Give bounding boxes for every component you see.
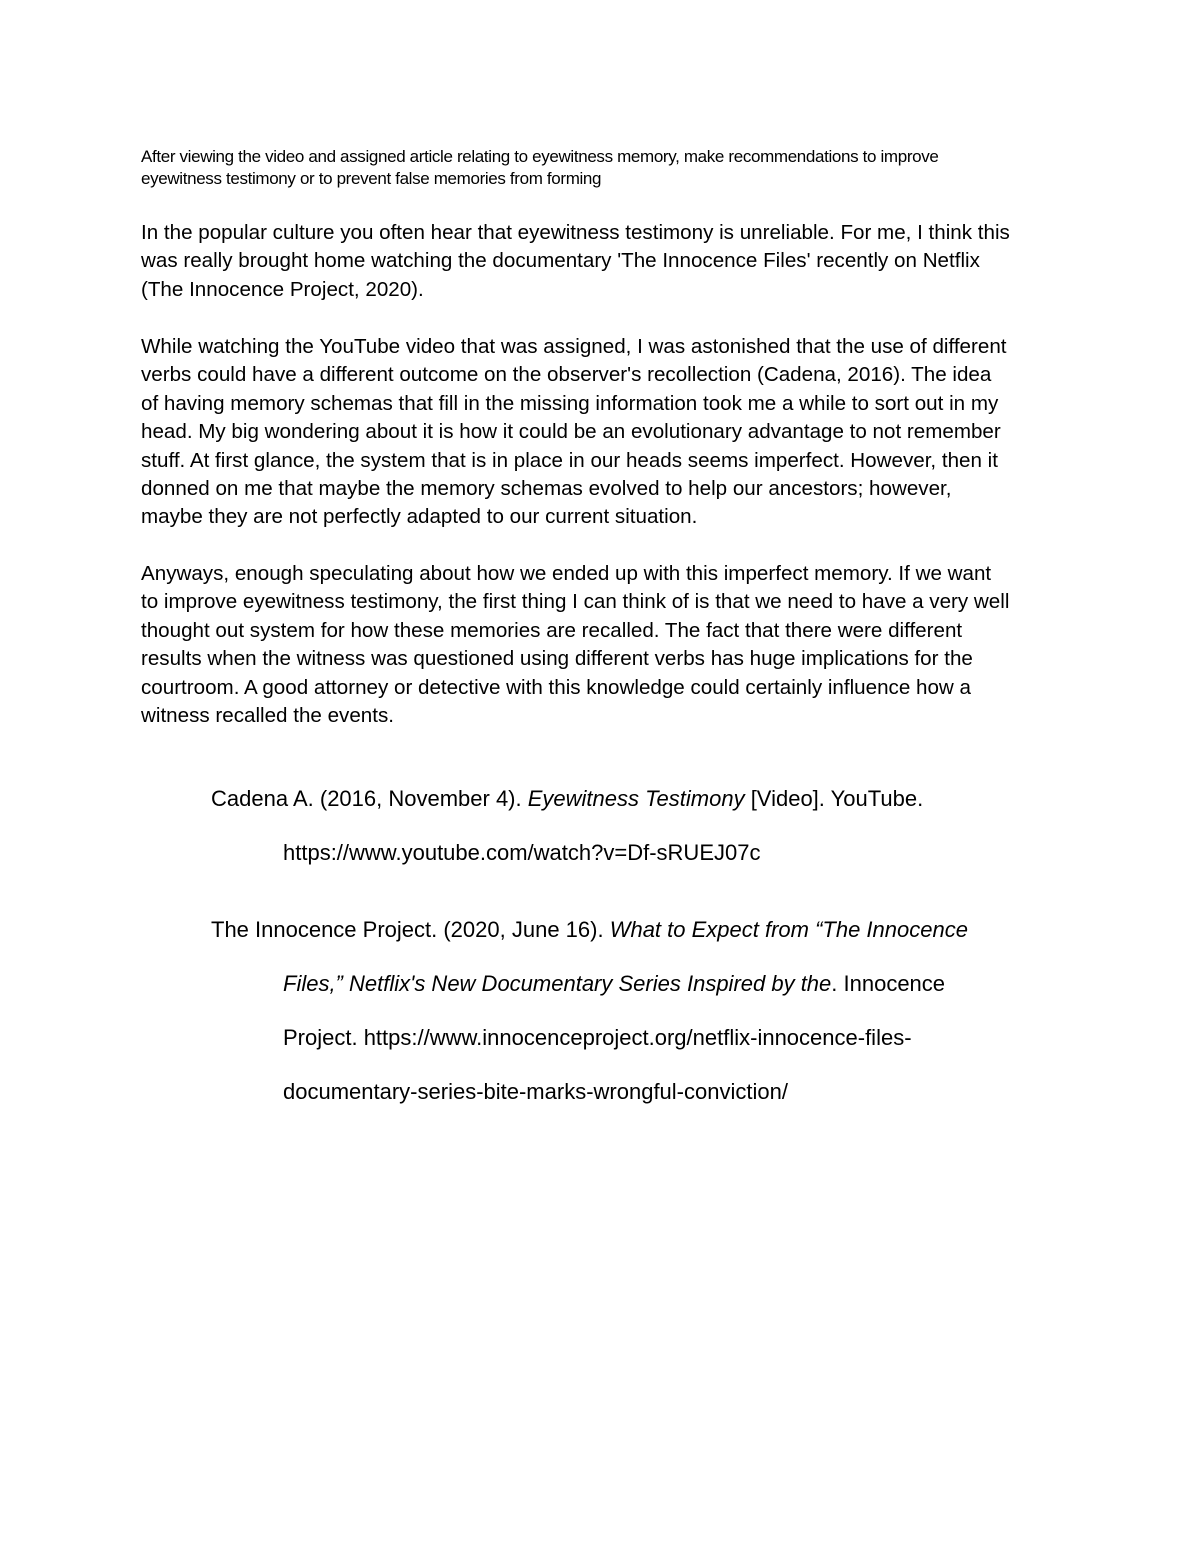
paragraph-video bbox=[141, 333, 1081, 532]
assignment-prompt bbox=[141, 146, 1071, 190]
paragraph-line: of having memory schemas that fill in the missing information took me a while to sort out in my bbox=[141, 391, 999, 415]
reference-title: Eyewitness Testimony bbox=[527, 786, 745, 811]
reference-line: documentary-series-bite-marks-wrongful-conviction/ bbox=[283, 1079, 788, 1104]
reference-first-line bbox=[211, 903, 1111, 957]
paragraph-line: to improve eyewitness testimony, the first thing I can think of is that we need to have a very well bbox=[141, 590, 1010, 614]
reference-url: https://www.youtube.com/watch?v=Df-sRUEJ07c bbox=[283, 840, 761, 865]
prompt-line: eyewitness testimony or to prevent false memories from forming bbox=[141, 169, 602, 188]
paragraph-line: thought out system for how these memories are recalled. The fact that there were different bbox=[141, 618, 963, 642]
paragraph-recommendation bbox=[141, 560, 1081, 730]
reference-cadena bbox=[211, 772, 1111, 880]
paragraph-line: results when the witness was questioned using different verbs has huge implications for the bbox=[141, 647, 973, 671]
paragraph-line: head. My big wondering about it is how it could be an evolutionary advantage to not remember bbox=[141, 420, 1001, 444]
paragraph-line: courtroom. A good attorney or detective with this knowledge could certainly influence how a bbox=[141, 675, 971, 699]
paragraph-intro bbox=[141, 219, 1081, 304]
paragraph-line: stuff. At first glance, the system that is in place in our heads seems imperfect. However, then it bbox=[141, 448, 998, 472]
reference-line: Project. https://www.innocenceproject.org/netflix-innocence-files- bbox=[283, 1025, 912, 1050]
paragraph-line: (The Innocence Project, 2020). bbox=[141, 277, 424, 301]
reference-author-date: The Innocence Project. (2020, June 16). bbox=[211, 917, 610, 942]
paragraph-line: maybe they are not perfectly adapted to our current situation. bbox=[141, 505, 698, 529]
paragraph-line: While watching the YouTube video that was assigned, I was astonished that the use of different bbox=[141, 335, 1007, 358]
paragraph-line: Anyways, enough speculating about how we ended up with this imperfect memory. If we want bbox=[141, 562, 992, 585]
reference-first-line bbox=[211, 772, 1111, 826]
reference-author-date: Cadena A. (2016, November 4). bbox=[211, 786, 528, 811]
paragraph-line: witness recalled the events. bbox=[141, 704, 394, 728]
paragraph-line: In the popular culture you often hear that eyewitness testimony is unreliable. For me, I think this bbox=[141, 221, 1010, 244]
prompt-line: After viewing the video and assigned article relating to eyewitness memory, make recommendations to improve bbox=[141, 147, 939, 166]
reference-source: [Video]. YouTube. bbox=[744, 786, 924, 811]
paragraph-line: was really brought home watching the documentary 'The Innocence Files' recently on Netflix bbox=[141, 249, 980, 273]
reference-innocence-project bbox=[211, 903, 1111, 1119]
reference-title: What to Expect from “The Innocence bbox=[609, 917, 968, 942]
reference-title: Files,” Netflix's New Documentary Series Inspired by the bbox=[283, 971, 832, 996]
reference-line bbox=[211, 957, 1111, 1011]
paragraph-line: verbs could have a different outcome on the observer's recollection (Cadena, 2016). The idea bbox=[141, 363, 992, 387]
reference-source: . Innocence bbox=[831, 971, 946, 996]
paragraph-line: donned on me that maybe the memory schemas evolved to help our ancestors; however, bbox=[141, 477, 952, 501]
